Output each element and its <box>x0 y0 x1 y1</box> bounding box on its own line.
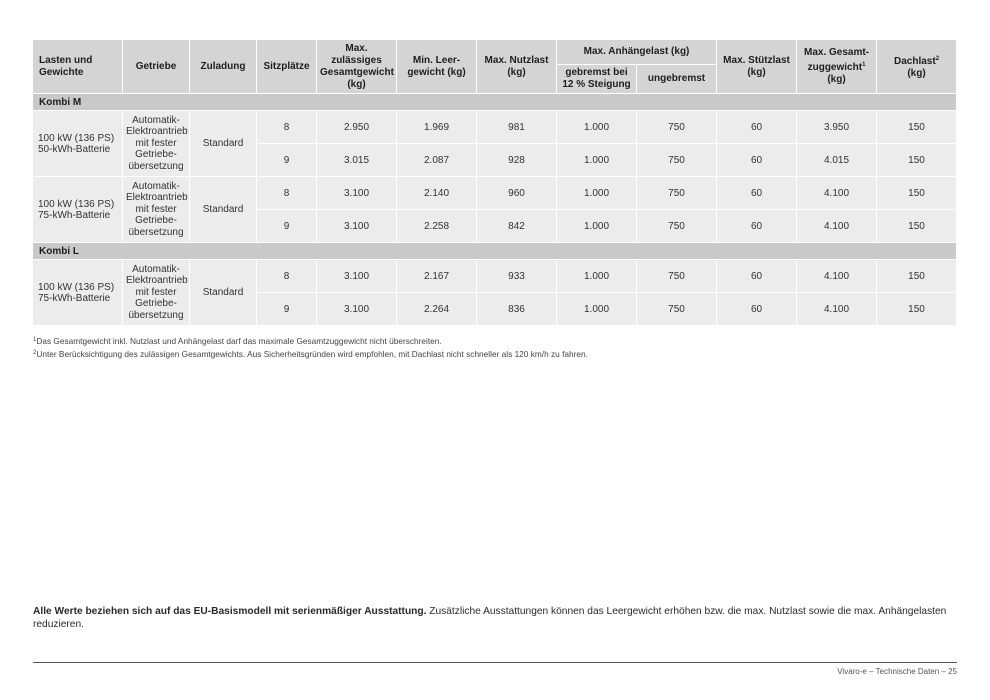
header-zug-unit: (kg) <box>827 74 846 85</box>
cell-gebremst: 1.000 <box>557 210 637 243</box>
cell-dachlast: 150 <box>877 210 957 243</box>
table-row <box>33 111 957 144</box>
cell-leergewicht: 1.969 <box>397 111 477 144</box>
header-anhaengelast: Max. Anhängelast (kg) <box>557 40 717 65</box>
getriebe-cell: Automatik-Elektroantrieb mit fester Getriebe-übersetzung <box>123 260 190 326</box>
header-dach-unit: (kg) <box>907 68 926 79</box>
table-body <box>33 94 957 326</box>
cell-gesamtgewicht: 3.015 <box>317 144 397 177</box>
cell-leergewicht: 2.087 <box>397 144 477 177</box>
cell-ungebremst: 750 <box>637 293 717 326</box>
footnote-ref-2: 2 <box>935 56 940 62</box>
group-label: Kombi L <box>33 243 957 260</box>
header-min-leergewicht: Min. Leer-gewicht (kg) <box>397 40 477 94</box>
footnote-1 <box>33 334 588 347</box>
footnote-1-mark: 1 <box>33 337 37 343</box>
cell-sitzplaetze: 9 <box>257 293 317 326</box>
cell-gesamtzuggewicht: 4.100 <box>797 177 877 210</box>
cell-nutzlast: 981 <box>477 111 557 144</box>
footer-divider <box>33 662 957 663</box>
cell-gesamtzuggewicht: 4.015 <box>797 144 877 177</box>
footnote-2-text: Unter Berücksichtigung des zulässigen Gesamtgewichts. Aus Sicherheitsgründen wird empfohlen, mit Dachlast nicht schneller als 120 km/h zu fahren. <box>36 349 588 359</box>
header-lasten: Lasten und Gewichte <box>33 40 123 94</box>
motor-cell: 100 kW (136 PS) 75-kWh-Batterie <box>33 177 123 243</box>
header-zuladung: Zuladung <box>190 40 257 94</box>
header-max-nutzlast: Max. Nutzlast (kg) <box>477 40 557 94</box>
cell-sitzplaetze: 9 <box>257 210 317 243</box>
cell-gesamtgewicht: 3.100 <box>317 210 397 243</box>
cell-gesamtgewicht: 3.100 <box>317 260 397 293</box>
cell-leergewicht: 2.264 <box>397 293 477 326</box>
header-gesamtzuggewicht <box>797 40 877 94</box>
cell-ungebremst: 750 <box>637 111 717 144</box>
cell-nutzlast: 842 <box>477 210 557 243</box>
footnote-1-text: Das Gesamtgewicht inkl. Nutzlast und Anhängelast darf das maximale Gesamtzuggewicht nicht überschreiten. <box>36 336 442 346</box>
basis-note <box>33 605 957 631</box>
group-row <box>33 94 957 111</box>
footnotes <box>33 334 588 360</box>
cell-ungebremst: 750 <box>637 210 717 243</box>
cell-leergewicht: 2.258 <box>397 210 477 243</box>
header-gebremst: gebremst bei 12 % Steigung <box>557 65 637 94</box>
cell-leergewicht: 2.167 <box>397 260 477 293</box>
cell-dachlast: 150 <box>877 177 957 210</box>
cell-gesamtgewicht: 3.100 <box>317 293 397 326</box>
getriebe-cell: Automatik-Elektroantrieb mit fester Getriebe-übersetzung <box>123 177 190 243</box>
cell-gebremst: 1.000 <box>557 177 637 210</box>
cell-sitzplaetze: 8 <box>257 111 317 144</box>
header-ungebremst: ungebremst <box>637 65 717 94</box>
header-stuetzlast: Max. Stützlast (kg) <box>717 40 797 94</box>
header-max-gesamtgewicht: Max. zulässiges Gesamtgewicht (kg) <box>317 40 397 94</box>
cell-stuetzlast: 60 <box>717 260 797 293</box>
weights-table <box>33 40 957 326</box>
footnote-ref-1: 1 <box>862 62 866 68</box>
cell-nutzlast: 960 <box>477 177 557 210</box>
cell-dachlast: 150 <box>877 260 957 293</box>
cell-nutzlast: 928 <box>477 144 557 177</box>
cell-gesamtzuggewicht: 4.100 <box>797 210 877 243</box>
cell-dachlast: 150 <box>877 293 957 326</box>
cell-gebremst: 1.000 <box>557 293 637 326</box>
group-row <box>33 243 957 260</box>
cell-ungebremst: 750 <box>637 144 717 177</box>
cell-nutzlast: 933 <box>477 260 557 293</box>
cell-gebremst: 1.000 <box>557 260 637 293</box>
cell-stuetzlast: 60 <box>717 144 797 177</box>
cell-gebremst: 1.000 <box>557 144 637 177</box>
cell-stuetzlast: 60 <box>717 111 797 144</box>
motor-cell: 100 kW (136 PS) 75-kWh-Batterie <box>33 260 123 326</box>
cell-ungebremst: 750 <box>637 260 717 293</box>
group-label: Kombi M <box>33 94 957 111</box>
footnote-2-mark: 2 <box>33 350 37 356</box>
table-row <box>33 177 957 210</box>
cell-gesamtzuggewicht: 4.100 <box>797 260 877 293</box>
table-row <box>33 260 957 293</box>
footnote-2 <box>33 347 588 360</box>
cell-ungebremst: 750 <box>637 177 717 210</box>
cell-nutzlast: 836 <box>477 293 557 326</box>
zuladung-cell: Standard <box>190 177 257 243</box>
cell-dachlast: 150 <box>877 111 957 144</box>
motor-cell: 100 kW (136 PS) 50-kWh-Batterie <box>33 111 123 177</box>
getriebe-cell: Automatik-Elektroantrieb mit fester Getriebe-übersetzung <box>123 111 190 177</box>
header-getriebe: Getriebe <box>123 40 190 94</box>
header-dach-label: Dachlast <box>894 56 936 67</box>
header-zug-label: Max. Gesamt-zuggewicht <box>804 47 870 73</box>
cell-gebremst: 1.000 <box>557 111 637 144</box>
cell-gesamtgewicht: 3.100 <box>317 177 397 210</box>
cell-stuetzlast: 60 <box>717 293 797 326</box>
cell-leergewicht: 2.140 <box>397 177 477 210</box>
zuladung-cell: Standard <box>190 260 257 326</box>
basis-note-bold: Alle Werte beziehen sich auf das EU-Basismodell mit serienmäßiger Ausstattung. <box>33 606 427 617</box>
cell-gesamtzuggewicht: 4.100 <box>797 293 877 326</box>
cell-gesamtzuggewicht: 3.950 <box>797 111 877 144</box>
header-sitzplaetze: Sitzplätze <box>257 40 317 94</box>
cell-sitzplaetze: 9 <box>257 144 317 177</box>
cell-stuetzlast: 60 <box>717 210 797 243</box>
cell-sitzplaetze: 8 <box>257 260 317 293</box>
basis-note-text: Zusätzliche Ausstattungen können das Leergewicht erhöhen bzw. die max. Nutzlast sowie die max. Anhängelasten reduzieren. <box>33 606 947 630</box>
cell-stuetzlast: 60 <box>717 177 797 210</box>
page-footer: Vivaro-e – Technische Daten – 25 <box>837 667 957 676</box>
header-dachlast <box>877 40 957 94</box>
zuladung-cell: Standard <box>190 111 257 177</box>
cell-sitzplaetze: 8 <box>257 177 317 210</box>
cell-dachlast: 150 <box>877 144 957 177</box>
cell-gesamtgewicht: 2.950 <box>317 111 397 144</box>
